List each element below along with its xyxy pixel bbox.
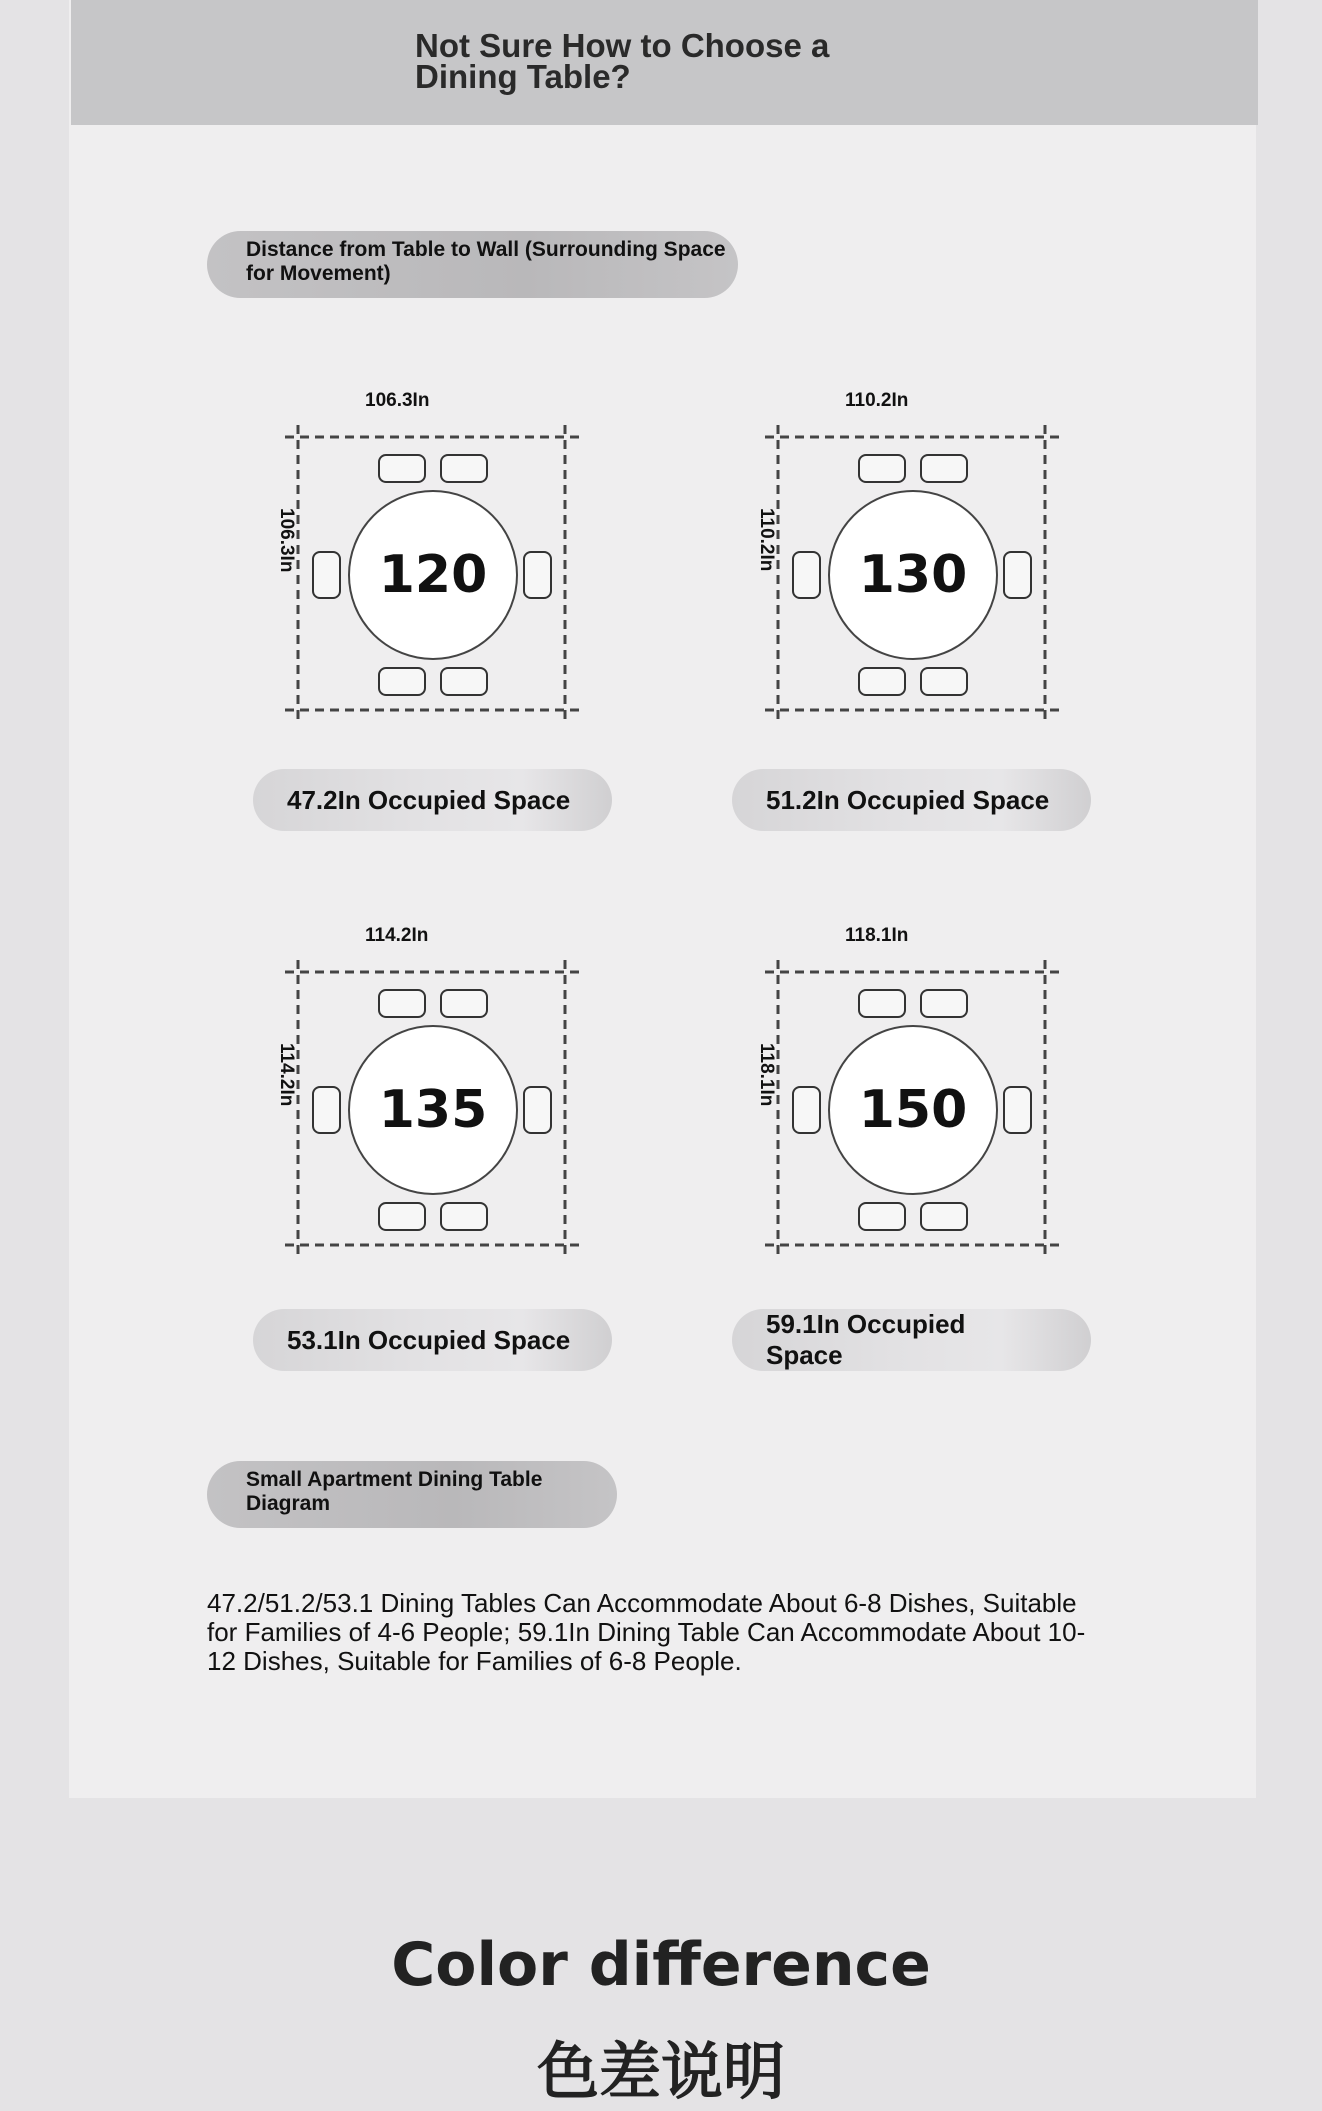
table-diagram bbox=[275, 925, 605, 1285]
chair-top-left bbox=[379, 990, 425, 1017]
distance-section-label: Distance from Table to Wall (Surrounding Space for Movement) bbox=[207, 231, 738, 298]
chair-right bbox=[524, 1087, 551, 1133]
side-dimension-label: 114.2In bbox=[276, 1043, 297, 1107]
side-dimension-label: 110.2In bbox=[756, 508, 777, 572]
footer-title: Color difference bbox=[391, 1930, 931, 2000]
top-dimension-label: 114.2In bbox=[365, 925, 429, 946]
chair-top-right bbox=[921, 990, 967, 1017]
chair-left bbox=[313, 552, 340, 598]
chair-right bbox=[1004, 1087, 1031, 1133]
occupied-space-label: 51.2In Occupied Space bbox=[732, 769, 1091, 831]
top-dimension-label: 106.3In bbox=[365, 390, 430, 411]
chair-bottom-left bbox=[859, 668, 905, 695]
table-size-number: 120 bbox=[378, 545, 488, 605]
occupied-space-label: 59.1In Occupied Space bbox=[732, 1309, 1091, 1371]
chair-bottom-right bbox=[441, 1203, 487, 1230]
footer-subtitle: 色差说明 bbox=[536, 2035, 785, 2108]
chair-right bbox=[1004, 552, 1031, 598]
page-title: Not Sure How to Choose a Dining Table? bbox=[415, 27, 830, 95]
chair-top-left bbox=[859, 990, 905, 1017]
chair-right bbox=[524, 552, 551, 598]
chair-top-left bbox=[859, 455, 905, 482]
chair-top-left bbox=[379, 455, 425, 482]
chair-top-right bbox=[921, 455, 967, 482]
occupied-space-label: 53.1In Occupied Space bbox=[253, 1309, 612, 1371]
table-diagram bbox=[755, 390, 1085, 750]
chair-top-right bbox=[441, 990, 487, 1017]
table-size-number: 130 bbox=[858, 545, 968, 605]
table-size-number: 150 bbox=[858, 1080, 968, 1140]
chair-top-right bbox=[441, 455, 487, 482]
side-dimension-label: 118.1In bbox=[756, 1043, 777, 1107]
chair-bottom-left bbox=[379, 1203, 425, 1230]
chair-bottom-right bbox=[921, 1203, 967, 1230]
chair-left bbox=[313, 1087, 340, 1133]
chair-left bbox=[793, 552, 820, 598]
occupied-space-label: 47.2In Occupied Space bbox=[253, 769, 612, 831]
top-dimension-label: 118.1In bbox=[845, 925, 909, 946]
description-text: 47.2/51.2/53.1 Dining Tables Can Accommodate About 6-8 Dishes, Suitable for Families of 4-6 People; 59.1In Dining Table Can Accommodate About 10-12 Dishes, Suitable for Families of 6-8 People. bbox=[207, 1588, 1086, 1676]
side-dimension-label: 106.3In bbox=[276, 508, 297, 573]
top-dimension-label: 110.2In bbox=[845, 390, 909, 411]
table-diagram bbox=[275, 390, 605, 750]
chair-bottom-left bbox=[859, 1203, 905, 1230]
chair-left bbox=[793, 1087, 820, 1133]
chair-bottom-right bbox=[441, 668, 487, 695]
chair-bottom-right bbox=[921, 668, 967, 695]
table-diagram bbox=[755, 925, 1085, 1285]
chair-bottom-left bbox=[379, 668, 425, 695]
apartment-section-label: Small Apartment Dining Table Diagram bbox=[207, 1461, 617, 1528]
table-size-number: 135 bbox=[378, 1080, 488, 1140]
